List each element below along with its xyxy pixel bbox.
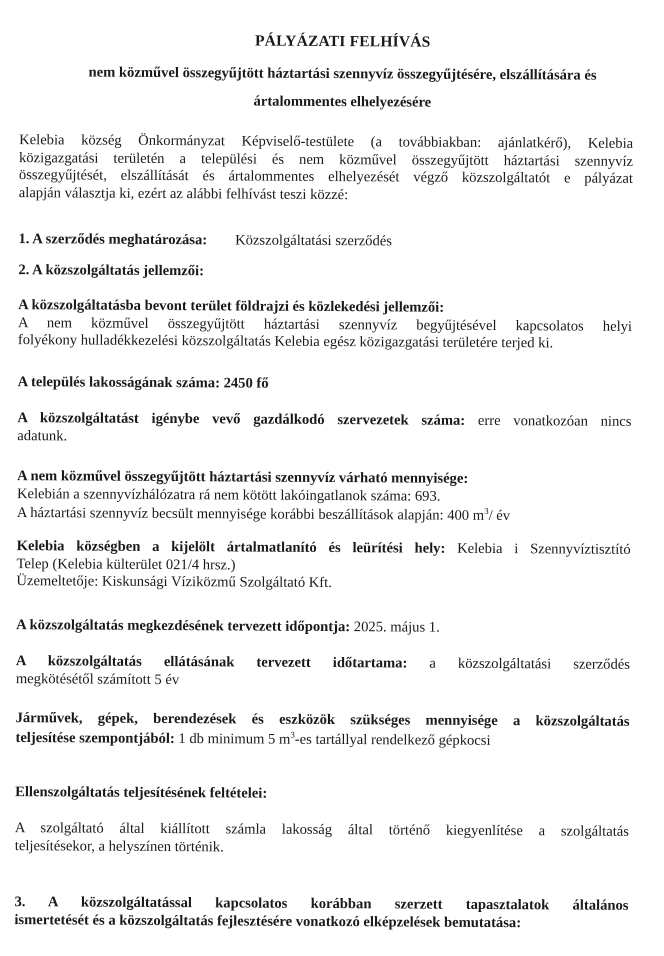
- orgs-value: erre vonatkozóan nincs: [477, 412, 632, 430]
- orgs-label: A közszolgáltatást igénybe vevő gazdálkodó szervezetek száma:: [17, 410, 466, 429]
- orgs-section: [17, 410, 631, 449]
- duration-section: [16, 653, 630, 692]
- payment-line: A szolgáltató által kiállított számla lakosság által történő kiegyenlítése a szolgáltatás: [14, 820, 629, 840]
- intro-line: Kelebia község Önkormányzat Képviselő-testülete (a továbbiakban: ajánlatkérő), Kelebia: [19, 132, 634, 152]
- site-operator: Üzemeltetője: Kiskunsági Víziközmű Szolgáltató Kft.: [16, 573, 332, 592]
- vehicles-label: Járművek, gépek, berendezések és eszközök szükséges mennyisége a közszolgáltatás: [15, 710, 630, 730]
- intro-line: alapján választja ki, ezért az alábbi felhívást teszi közzé:: [18, 184, 349, 203]
- start-value: 2025. május 1.: [353, 619, 440, 636]
- volume-unit-suffix: / év: [488, 507, 511, 524]
- site-label: Kelebia községben a kijelölt ártalmatlanító és leürítési hely:: [16, 538, 446, 557]
- duration-label: A közszolgáltatás ellátásának tervezett időtartama:: [15, 653, 408, 672]
- volume-label: A nem közművel összegyűjtött háztartási szennyvíz várható mennyisége:: [17, 468, 469, 487]
- area-line: folyékony hulladékkezelési közszolgáltatás Kelebia egész közigazgatási területére terjed ki.: [17, 332, 554, 352]
- site-line: Telep (Kelebia külterület 021/4 hrsz.): [16, 555, 236, 573]
- area-label: A közszolgáltatásba bevont terület földrajzi és közlekedési jellemzői:: [18, 297, 445, 316]
- site-section: [16, 538, 630, 594]
- intro-line: közigazgatási területén a települési és nem közművel összegyűjtött háztartási szennyvíz: [18, 149, 634, 170]
- section-2-heading: 2. A közszolgáltatás jellemzői:: [18, 262, 205, 280]
- duration-value: a közszolgáltatási szerződés: [429, 655, 630, 673]
- payment-heading: Ellenszolgáltatás teljesítésének feltételei:: [15, 784, 268, 802]
- vehicles-unit-superscript: 3: [290, 729, 295, 740]
- document-subtitle-line2: ártalommentes elhelyezésére: [253, 93, 432, 111]
- volume-line-2: A háztartási szennyvíz becsült mennyisége korábbi beszállítások alapján: 400 m: [16, 504, 485, 524]
- duration-line: megkötésétől számított 5 év: [15, 670, 180, 688]
- start-label: A közszolgáltatás megkezdésének tervezett időpontja:: [16, 617, 351, 636]
- area-section: [18, 297, 632, 353]
- volume-section: [17, 468, 631, 526]
- section-3-heading: [14, 894, 628, 933]
- vehicles-value-suffix: -es tartállyal rendelkező gépkocsi: [294, 731, 491, 749]
- document-subtitle-line1: nem közművel összegyűjtött háztartási szennyvíz összegyűjtésére, elszállítására és: [88, 64, 597, 84]
- intro-paragraph: [19, 132, 633, 206]
- vehicles-label-cont: teljesítése szempontjából:: [15, 729, 175, 747]
- document-title: PÁLYÁZATI FELHÍVÁS: [254, 32, 431, 51]
- orgs-value-cont: adatunk.: [17, 427, 68, 444]
- site-value: Kelebia i Szennyvíztisztító: [457, 540, 631, 558]
- vehicles-value: 1 db minimum 5 m: [178, 730, 291, 748]
- section-1: [18, 231, 632, 252]
- section-1-label: 1. A szerződés meghatározása:: [18, 231, 208, 249]
- vehicles-section: [15, 710, 629, 751]
- start-section: [16, 617, 630, 638]
- population-line: A település lakosságának száma: 2450 fő: [17, 374, 269, 392]
- volume-unit-superscript: 3: [484, 505, 489, 516]
- area-line: A nem közművel összegyűjtött háztartási szennyvíz begyűjtésével kapcsolatos helyi: [17, 314, 633, 335]
- payment-line: teljesítésekor, a helyszínen történik.: [14, 837, 224, 855]
- intro-line: összegyűjtését, elszállítását és ártalommentes elhelyezését végző közszolgáltatót e pályázat: [18, 167, 633, 187]
- section-3-line: 3. A közszolgáltatással kapcsolatos korábban szerzett tapasztalatok általános: [14, 894, 629, 914]
- volume-line: Kelebián a szennyvízhálózatra rá nem kötött lakóingatlanok száma: 693.: [16, 485, 441, 505]
- section-3-line: ismertetését és a közszolgáltatás fejlesztésére vonatkozó elképzelések bemutatása:: [14, 911, 522, 931]
- payment-section: [15, 820, 629, 859]
- section-1-value: Közszolgáltatási szerződés: [235, 232, 393, 250]
